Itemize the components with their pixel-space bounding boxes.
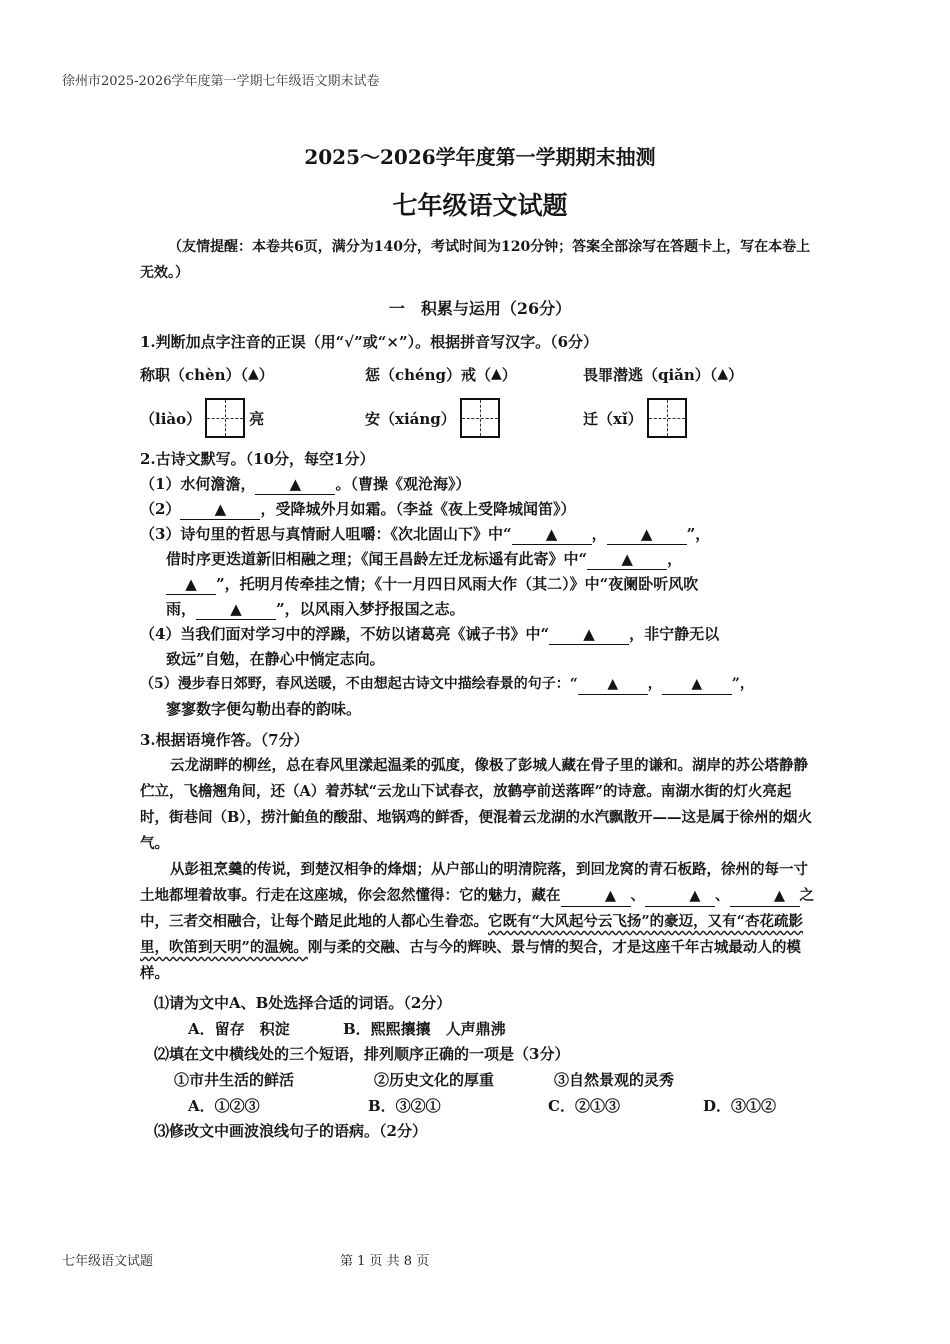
q2-line-6: 雨， ▲ ”，以风雨入梦抒报国之志。 [166, 600, 465, 618]
q3-sub-2-options [140, 1093, 820, 1119]
q2-line-8: 致远”自勉，在静心中惝定志向。 [166, 650, 385, 668]
q1-pinyin-3: 迁（xǐ） [583, 398, 691, 438]
q1-item-1: 称职（chèn）（ ▲ ） [140, 365, 274, 384]
exam-paper [140, 140, 820, 1144]
phrase-1: ①市井生活的鲜活 [174, 1071, 295, 1089]
q2-line-3: （3）诗句里的哲思与真情耐人咀嚼：《次北固山下》中“ ▲ ， ▲ ”， [140, 525, 711, 543]
option-a[interactable]: A．留存 积淀 [188, 1020, 290, 1038]
answer-blank[interactable]: ▲ [549, 624, 629, 645]
page-header: 徐州市2025-2026学年度第一学期七年级语文期末试卷 [62, 74, 380, 89]
writing-box[interactable] [647, 398, 687, 438]
answer-blank[interactable]: ▲ [730, 886, 800, 907]
answer-blank[interactable]: ▲ [255, 474, 335, 495]
exam-tip: （友情提醒：本卷共6页，满分为140分，考试时间为120分钟；答案全部涂写在答题卡上，写在本卷上无效。） [140, 239, 811, 281]
q2-line-4: 借时序更迭道新旧相融之理；《闻王昌龄左迁龙标遥有此寄》中“ ▲ ， [166, 550, 683, 568]
q1-pinyin-2: 安（xiáng） [365, 398, 583, 438]
footer-left: 七年级语文试题 [62, 1254, 154, 1269]
page-number: 第 1 页 共 8 页 [340, 1254, 430, 1269]
answer-blank[interactable]: ▲ [196, 599, 276, 620]
answer-blank[interactable]: ▲ [180, 499, 260, 520]
phrase-2: ②历史文化的厚重 [374, 1071, 495, 1089]
q2-line-5: ▲ ”，托明月传牵挂之情；《十一月四日风雨大作（其二）》中“夜阑卧听风吹 [140, 572, 820, 597]
answer-blank[interactable]: ▲ [607, 524, 687, 545]
writing-box[interactable] [460, 398, 500, 438]
option-c[interactable]: C．②①③ [548, 1097, 620, 1115]
wavy-underlined-sentence: 它既有“大风起兮云飞扬”的豪迈，又有“杏花疏影里，吹笛到天明”的温婉。 [140, 913, 804, 956]
option-d[interactable]: D．③①② [703, 1097, 777, 1115]
question-2-stem: 2.古诗文默写。（10分，每空1分） [140, 450, 375, 468]
answer-mark-icon: ▲ [717, 366, 729, 382]
answer-mark-icon: ▲ [248, 366, 259, 382]
answer-blank[interactable]: ▲ [578, 674, 648, 695]
answer-blank[interactable]: ▲ [662, 674, 732, 695]
option-b[interactable]: B．③②① [368, 1097, 441, 1115]
q2-line-1: （1）水何澹澹， ▲ 。（曹操《观沧海》） [140, 475, 471, 493]
q3-passage-1: 云龙湖畔的柳丝，总在春风里漾起温柔的弧度，像极了彭城人藏在骨子里的谦和。湖岸的苏公塔静静伫立，飞檐翘角间，还（A）着苏轼“云龙山下试春衣，放鹤亭前送落晖”的诗意。南湖水街的灯火亮起时，街巷间（B），捞汁鮊鱼的酸甜、地锅鸡的鲜香，便混着云龙湖的水汽飘散开——这是属于徐州的烟火气。 [140, 757, 813, 852]
phrase-3: ③自然景观的灵秀 [554, 1071, 675, 1089]
q3-sub-1-options [140, 1016, 820, 1042]
section-title: 一 积累与运用（26分） [388, 299, 572, 318]
q3-sub-2-items [140, 1067, 820, 1093]
question-1-stem: 1.判断加点字注音的正误（用“√”或“×”）。根据拼音写汉字。（6分） [140, 333, 599, 351]
q1-pinyin-1: （liào） 亮 [140, 398, 365, 438]
q2-line-10: 寥寥数字便勾勒出春的韵味。 [166, 700, 362, 718]
exam-subtitle: 七年级语文试题 [392, 191, 568, 220]
q3-sub-2: ⑵填在文中横线处的三个短语，排列顺序正确的一项是（3分） [154, 1045, 570, 1063]
q3-sub-1: ⑴请为文中A、B处选择合适的词语。（2分） [154, 994, 452, 1012]
q2-line-2: （2） ▲ ，受降城外月如霜。（李益《夜上受降城闻笛》） [140, 500, 576, 518]
answer-blank[interactable]: ▲ [645, 886, 715, 907]
writing-box[interactable] [205, 398, 245, 438]
exam-title: 2025～2026学年度第一学期期末抽测 [304, 145, 656, 169]
question-3-stem: 3.根据语境作答。（7分） [140, 731, 309, 749]
q1-item-2: 惩（chéng）戒（ ▲ ） [365, 365, 517, 384]
answer-blank[interactable]: ▲ [512, 524, 592, 545]
q3-sub-3: ⑶修改文中画波浪线句子的语病。（2分） [154, 1122, 427, 1140]
q1-pinyin-row [140, 395, 820, 441]
q3-passage-2: 从彭祖烹羹的传说，到楚汉相争的烽烟；从户部山的明清院落，到回龙窝的青石板路，徐州的每一寸土地都埋着故事。行走在这座城，你会忽然懂得：它的魅力，藏在 ▲ 、 ▲ 、 ▲ 之中，三者交相融合，让每个踏足此地的人都心生眷恋。它既有“大风起兮云飞扬”的豪迈，又有“杏花疏影里，吹笛到天明”的温婉。刚与柔的交融、古与今的辉映、景与情的契合，才是这座千年古城最动人的模样。 [140, 861, 814, 982]
option-b[interactable]: B．熙熙攘攘 人声鼎沸 [343, 1020, 506, 1038]
option-a[interactable]: A．①②③ [188, 1097, 260, 1115]
answer-blank[interactable]: ▲ [166, 574, 216, 595]
q2-line-9: （5）漫步春日郊野，春风送暖，不由想起古诗文中描绘春景的句子：“ ▲ ， ▲ ”， [140, 672, 820, 697]
q1-item-3: 畏罪潜逃（qiǎn）（ ▲ ） [583, 365, 744, 384]
q1-pronunciation-row [140, 359, 820, 389]
answer-blank[interactable]: ▲ [561, 886, 631, 907]
answer-blank[interactable]: ▲ [587, 549, 667, 570]
q2-line-7: （4）当我们面对学习中的浮躁，不妨以诸葛亮《诫子书》中“ ▲ ，非宁静无以 [140, 625, 720, 643]
answer-mark-icon: ▲ [490, 366, 502, 382]
